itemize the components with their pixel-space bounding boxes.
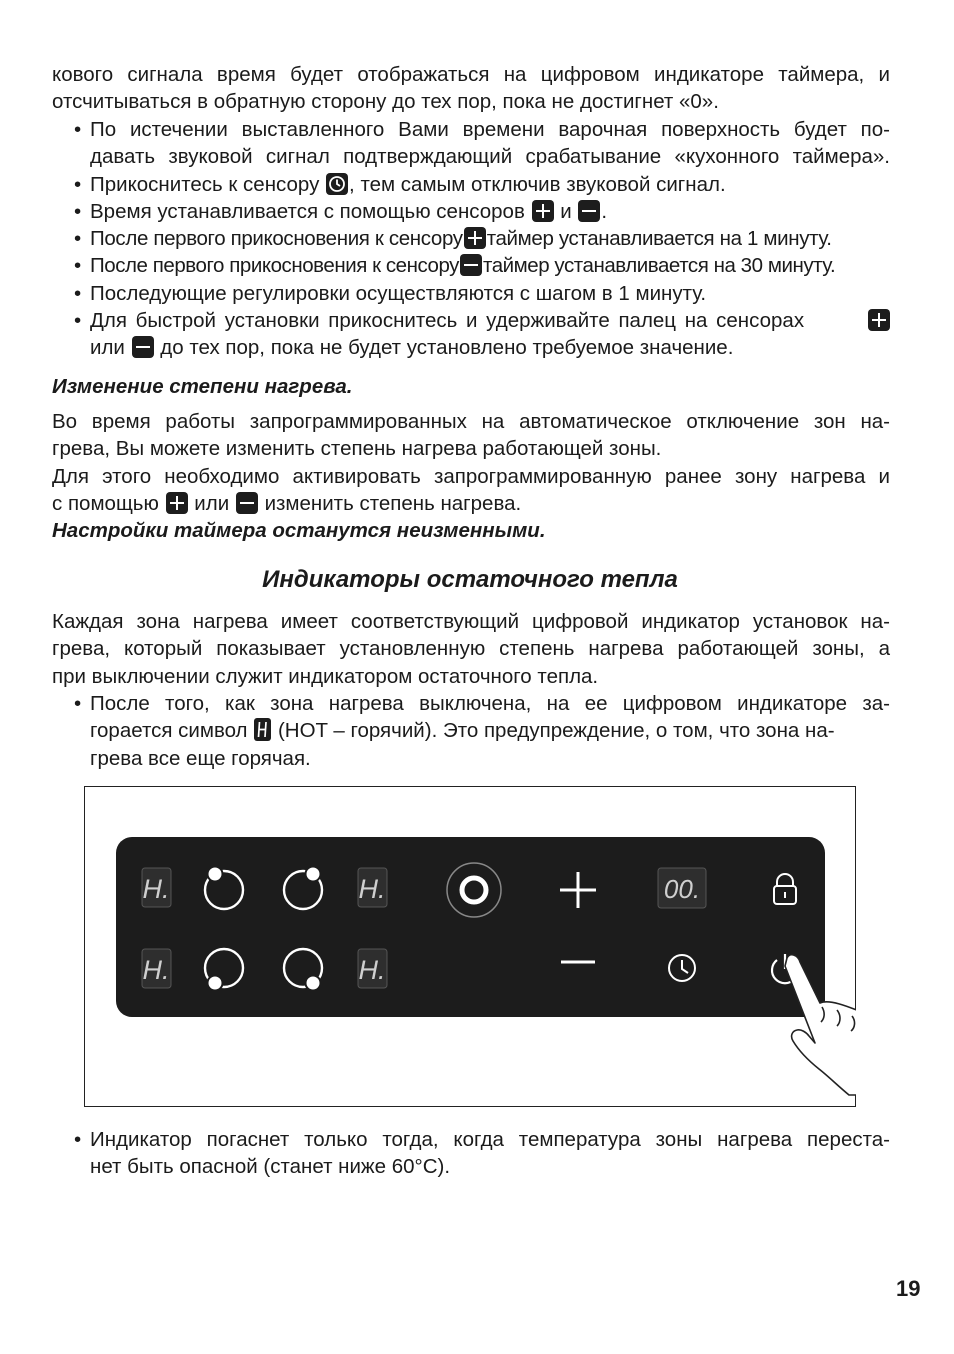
control-panel-figure xyxy=(84,786,856,1107)
residual-paragraph: Каждая зона нагрева имеет соответствующий цифровой индикатор установок на- грева, который показывает установленную степень нагрева работающей зоны, а при выключении служит индикатором остаточного тепла. xyxy=(52,610,890,688)
section-heading-change-heat: Изменение степени нагрева. xyxy=(52,375,353,398)
minus-sensor-icon xyxy=(132,336,154,358)
change-heat-paragraph: Во время работы запрограммированных на автоматическое отключение зон на- грева, Вы можете изменить степень нагрева работающей зоны. Для этого необходимо активировать запрограммированную ранее зону нагрева и с помощью или изменить степень нагрева. Настройки таймера останутся неизменными. xyxy=(52,408,890,544)
section-title-residual-heat: Индикаторы остаточного тепла xyxy=(262,566,678,593)
plus-sensor-icon xyxy=(464,227,486,249)
svg-text:H.: H. xyxy=(142,955,170,985)
list-item: • Последующие регулировки осуществляются с шагом в 1 минуту. xyxy=(74,281,707,305)
svg-text:H.: H. xyxy=(358,955,386,985)
control-panel-illustration xyxy=(84,786,856,1107)
intro-paragraph xyxy=(52,61,890,116)
minus-sensor-icon xyxy=(578,200,600,222)
list-item: • Для быстрой установки прикоснитесь и удерживайте палец на сенсорах или до тех пор, пока не будет установлено требуемое значение. xyxy=(74,307,890,362)
intro-line-1: кового сигнала время будет отображаться на цифровом индикаторе таймера, и xyxy=(52,63,890,86)
timer-note: Настройки таймера останутся неизменными. xyxy=(52,519,546,543)
page-number: 19 xyxy=(896,1276,921,1301)
svg-text:00.: 00. xyxy=(663,874,701,904)
hot-symbol-icon xyxy=(254,718,271,741)
plus-sensor-icon xyxy=(532,200,554,222)
intro-line-2: отсчитываться в обратную сторону до тех пор, пока не достигнет «0». xyxy=(52,90,719,114)
residual-bullet-list xyxy=(74,690,890,772)
zone-display-top-left xyxy=(142,868,171,907)
minus-sensor-icon xyxy=(460,254,482,276)
control-panel-body xyxy=(116,837,825,1017)
plus-sensor-icon xyxy=(166,492,188,514)
plus-sensor-icon xyxy=(868,309,890,331)
list-item: • Индикатор погаснет только тогда, когда температура зоны нагрева переста- нет быть опасной (станет ниже 60°С). xyxy=(74,1128,890,1179)
timer-display xyxy=(658,868,706,908)
list-item: • После первого прикосновения к сенсору таймер устанавливается на 30 минуту. xyxy=(74,254,836,278)
timer-sensor-icon xyxy=(326,173,348,195)
zone-display-bottom-left xyxy=(142,949,171,988)
list-item: • После первого прикосновения к сенсору таймер устанавливается на 1 минуту. xyxy=(74,227,832,251)
list-item: • После того, как зона нагрева выключена, на ее цифровом индикаторе за- горается символ (HOT – горячий). Это предупреждение, о том, что зона на- грева все еще горячая. xyxy=(74,692,890,770)
zone-display-bottom-right xyxy=(358,949,387,988)
list-item: • Прикоснитесь к сенсору , тем самым отключив звуковой сигнал. xyxy=(74,172,726,196)
list-item: • По истечении выставленного Вами времени варочная поверхность будет по- давать звуковой сигнал подтверждающий срабатывание «кухонного таймера». xyxy=(74,118,890,169)
svg-text:H.: H. xyxy=(358,874,386,904)
residual-bullet-list-2 xyxy=(74,1126,890,1181)
svg-text:H.: H. xyxy=(142,874,170,904)
timer-bullet-list xyxy=(74,116,890,362)
list-item: • Время устанавливается с помощью сенсоров и . xyxy=(74,199,608,223)
minus-sensor-icon xyxy=(236,492,258,514)
zone-display-top-right xyxy=(358,868,387,907)
